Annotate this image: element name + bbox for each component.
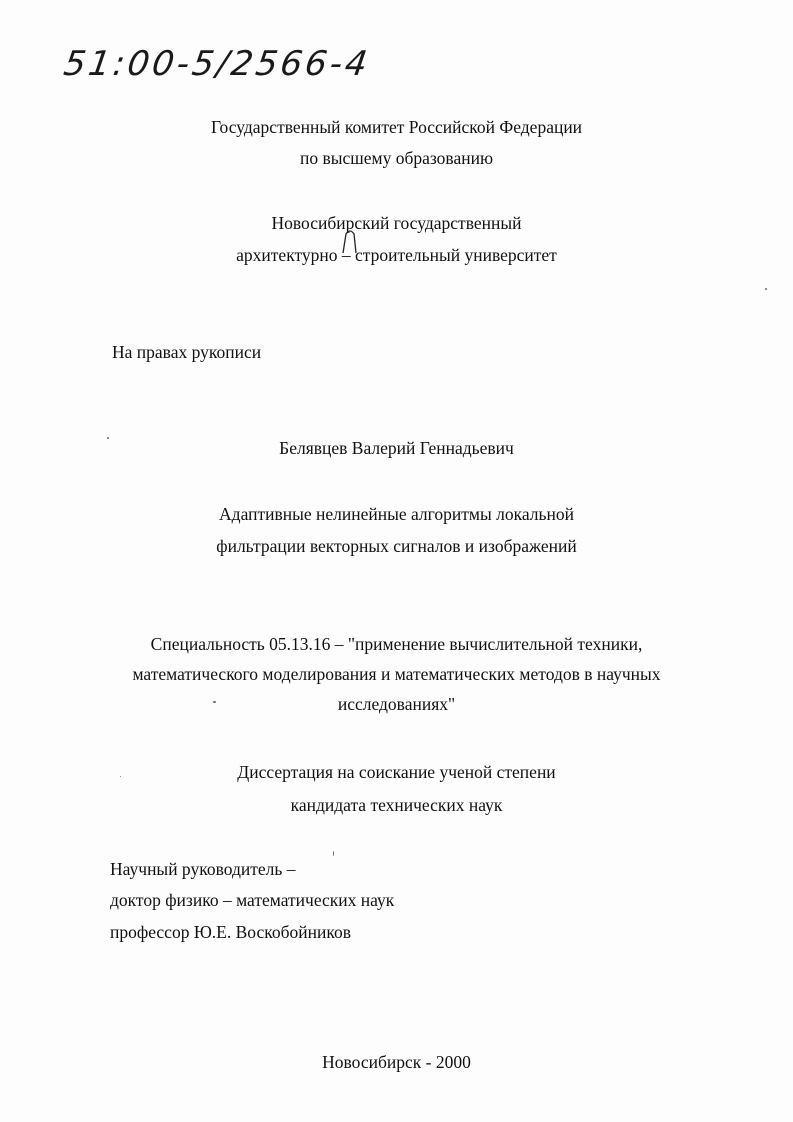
specialty-line-1: Специальность 05.13.16 – "применение вычислительной техники, [150,634,643,654]
committee-line-2: по высшему образованию [299,148,494,168]
scan-speck [107,437,109,439]
university-line-2: архитектурно – строительный университет [236,245,557,265]
scan-speck [333,851,334,856]
city-year: Новосибирск - 2000 [322,1052,471,1072]
scan-speck [765,288,767,290]
dissertation-title-line-1: Адаптивные нелинейные алгоритмы локальной [219,504,574,524]
supervisor-line-2: доктор физико – математических наук [110,890,395,910]
scan-speck [213,701,216,703]
supervisor-line-3: профессор Ю.Е. Воскобойников [110,922,351,942]
supervisor-line-1: Научный руководитель – [110,859,296,879]
dissertation-title-line-2: фильтрации векторных сигналов и изображений [216,536,577,556]
scan-speck [120,776,121,777]
degree-line-1: Диссертация на соискание ученой степени [237,762,556,782]
author-name: Белявцев Валерий Геннадьевич [279,438,514,458]
handwritten-archive-code: 51:00-5/2566-4 [61,44,373,84]
specialty-line-3: исследованиях" [337,694,456,714]
university-line-1: Новосибирский государственный [271,213,522,233]
degree-line-2: кандидата технических наук [290,795,503,815]
specialty-line-2: математического моделирования и математических методов в научных [132,664,661,684]
committee-line-1: Государственный комитет Российской Федерации [210,117,583,137]
manuscript-note: На правах рукописи [112,342,262,362]
